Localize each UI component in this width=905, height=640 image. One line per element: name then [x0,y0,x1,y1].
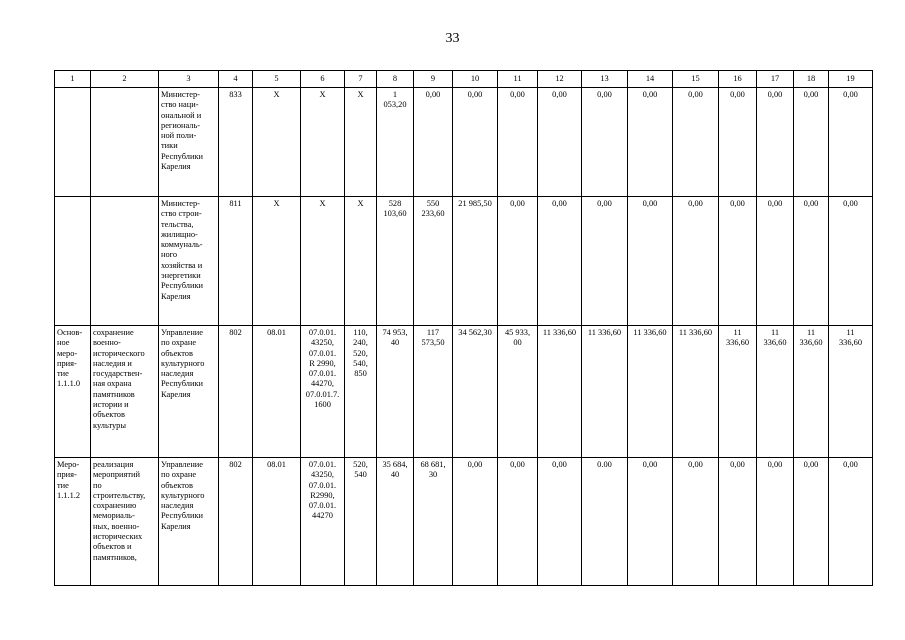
amount-cell-col-10: 0,00 [453,458,498,586]
amount-cell-col-14: 0,00 [628,197,673,326]
executor-cell: Управление по охране объектов культурного наследия Республики Карелия [159,326,219,458]
amount-cell-col-9: 117 573,50 [414,326,453,458]
amount-cell-col-18: 0,00 [794,88,829,197]
column-number: 2 [91,71,159,88]
amount-cell-col-11: 0,00 [498,88,538,197]
column-number: 4 [219,71,253,88]
amount-cell-col-19: 0,00 [829,458,873,586]
column-number: 17 [757,71,794,88]
grbs-cell: 802 [219,458,253,586]
amount-cell-col-18: 0,00 [794,458,829,586]
amount-cell-col-16: 11 336,60 [719,326,757,458]
column-number: 13 [582,71,628,88]
amount-cell-col-14: 0,00 [628,458,673,586]
rzpr-cell: X [253,197,301,326]
executor-cell: Министер- ство наци- ональной и региональ- ной поли- тики Республики Карелия [159,88,219,197]
column-number: 10 [453,71,498,88]
amount-cell-col-15: 11 336,60 [673,326,719,458]
column-number: 8 [377,71,414,88]
amount-cell-col-11: 45 933, 00 [498,326,538,458]
amount-cell-col-16: 0,00 [719,88,757,197]
amount-cell-col-9: 0,00 [414,88,453,197]
amount-cell-col-12: 0,00 [538,88,582,197]
rzpr-cell: 08.01 [253,326,301,458]
column-number: 18 [794,71,829,88]
page-number: 33 [445,31,460,46]
header-row [55,71,873,88]
amount-cell-col-10: 21 985,50 [453,197,498,326]
column-number: 11 [498,71,538,88]
measure-name-cell: реализация мероприятий по строительству, сохранению мемориаль- ных, военно- исторических объектов и памятников, [91,458,159,586]
column-number: 12 [538,71,582,88]
amount-cell-col-9: 550 233,60 [414,197,453,326]
amount-cell-col-17: 11 336,60 [757,326,794,458]
column-number: 14 [628,71,673,88]
vr-cell: X [345,197,377,326]
vr-cell: 520, 540 [345,458,377,586]
column-number: 15 [673,71,719,88]
measure-code-cell [55,197,91,326]
amount-cell-col-13: 0,00 [582,88,628,197]
measure-name-cell [91,88,159,197]
column-number: 7 [345,71,377,88]
amount-cell-col-8: 35 684, 40 [377,458,414,586]
amount-cell-col-12: 0,00 [538,458,582,586]
csr-cell: 07.0.01. 43250, 07.0.01. R 2990, 07.0.01. 44270, 07.0.01.7. 1600 [301,326,345,458]
table-row [55,326,873,458]
executor-cell: Министер- ство строи- тельства, жилищно- коммуналь- ного хозяйства и энергетики Республики Карелия [159,197,219,326]
amount-cell-col-15: 0,00 [673,197,719,326]
amount-cell-col-14: 11 336,60 [628,326,673,458]
amount-cell-col-16: 0,00 [719,197,757,326]
amount-cell-col-17: 0,00 [757,197,794,326]
amount-cell-col-13: 11 336,60 [582,326,628,458]
amount-cell-col-17: 0,00 [757,458,794,586]
rzpr-cell: 08.01 [253,458,301,586]
amount-cell-col-11: 0,00 [498,458,538,586]
column-number: 1 [55,71,91,88]
amount-cell-col-18: 0,00 [794,197,829,326]
column-number: 19 [829,71,873,88]
vr-cell: X [345,88,377,197]
amount-cell-col-8: 74 953, 40 [377,326,414,458]
measure-name-cell: сохранение военно- исторического наследия и государствен- ная охрана памятников истории и объектов культуры [91,326,159,458]
column-number: 3 [159,71,219,88]
table-row [55,458,873,586]
amount-cell-col-9: 68 681, 30 [414,458,453,586]
column-number: 16 [719,71,757,88]
measure-name-cell [91,197,159,326]
amount-cell-col-15: 0,00 [673,458,719,586]
vr-cell: 110, 240, 520, 540, 850 [345,326,377,458]
measure-code-cell [55,88,91,197]
amount-cell-col-13: 0,00 [582,197,628,326]
amount-cell-col-19: 0,00 [829,88,873,197]
amount-cell-col-17: 0,00 [757,88,794,197]
grbs-cell: 811 [219,197,253,326]
amount-cell-col-16: 0,00 [719,458,757,586]
csr-cell: 07.0.01. 43250, 07.0.01. R2990, 07.0.01. 44270 [301,458,345,586]
grbs-cell: 802 [219,326,253,458]
rzpr-cell: X [253,88,301,197]
amount-cell-col-12: 0,00 [538,197,582,326]
amount-cell-col-18: 11 336,60 [794,326,829,458]
grbs-cell: 833 [219,88,253,197]
amount-cell-col-10: 34 562,30 [453,326,498,458]
amount-cell-col-8: 1 053,20 [377,88,414,197]
amount-cell-col-19: 0,00 [829,197,873,326]
column-number: 6 [301,71,345,88]
amount-cell-col-11: 0,00 [498,197,538,326]
csr-cell: X [301,197,345,326]
amount-cell-col-19: 11 336,60 [829,326,873,458]
measure-code-cell: Основ- ное меро- прия- тие 1.1.1.0 [55,326,91,458]
csr-cell: X [301,88,345,197]
column-number: 9 [414,71,453,88]
budget-table [54,70,873,586]
amount-cell-col-12: 11 336,60 [538,326,582,458]
amount-cell-col-14: 0,00 [628,88,673,197]
table-row [55,88,873,197]
executor-cell: Управление по охране объектов культурного наследия Республики Карелия [159,458,219,586]
amount-cell-col-10: 0,00 [453,88,498,197]
measure-code-cell: Меро- прия- тие 1.1.1.2 [55,458,91,586]
amount-cell-col-13: 0.00 [582,458,628,586]
amount-cell-col-8: 528 103,60 [377,197,414,326]
table-row [55,197,873,326]
column-number: 5 [253,71,301,88]
amount-cell-col-15: 0,00 [673,88,719,197]
